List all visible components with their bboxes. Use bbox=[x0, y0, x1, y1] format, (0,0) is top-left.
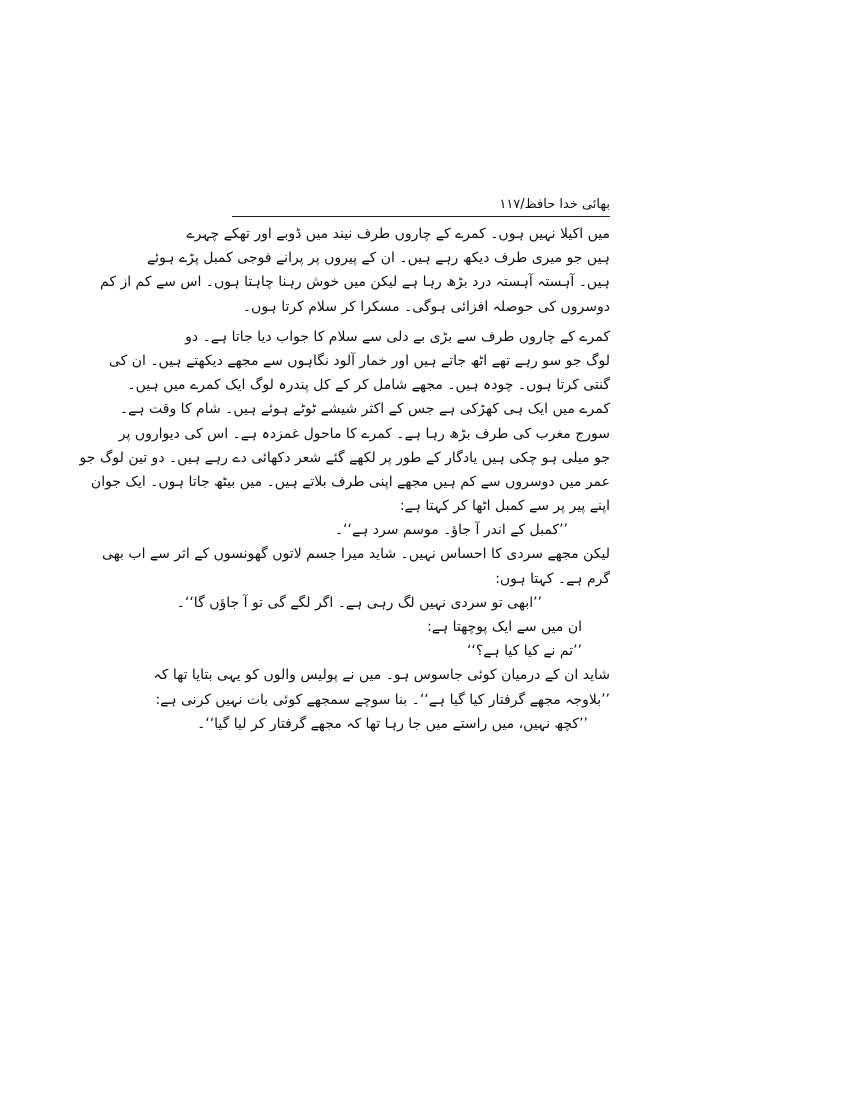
dialogue-line: ’’کچھ نہیں، میں راستے میں جا رہا تھا کہ مجھے گرفتار کر لیا گیا‘‘۔ bbox=[197, 715, 588, 732]
running-header bbox=[232, 194, 610, 216]
text-line: کمرے کے چاروں طرف سے بڑی بے دلی سے سلام کا جواب دیا جاتا ہے۔ دو bbox=[185, 328, 610, 345]
text-line: شاید ان کے درمیان کوئی جاسوس ہو۔ میں نے پولیس والوں کو یہی بتایا تھا کہ bbox=[153, 667, 610, 684]
dialogue-line: ’’کمبل کے اندر آ جاؤ۔ موسم سرد ہے‘‘۔ bbox=[334, 522, 568, 539]
body-text bbox=[79, 222, 610, 736]
text-line: کمرے میں ایک ہی کھڑکی ہے جس کے اکثر شیشے ٹوٹے ہوئے ہیں۔ شام کا وقت ہے۔ bbox=[119, 401, 610, 418]
dialogue-line: ’’تم نے کیا کیا ہے؟‘‘ bbox=[466, 643, 582, 660]
text-line: ان میں سے ایک پوچھتا ہے: bbox=[427, 619, 582, 635]
text-line: جو میلی ہو چکی ہیں یادگار کے طور پر لکھے گئے شعر دکھائی دے رہے ہیں۔ دو تین لوگ جو bbox=[79, 449, 610, 466]
text-line: دوسروں کی حوصلہ افزائی ہوگی۔ مسکرا کر سلام کرتا ہوں۔ bbox=[242, 298, 610, 315]
text-line: اپنے پیر پر سے کمبل اٹھا کر کہتا ہے: bbox=[399, 498, 610, 515]
text-line: ہیں جو میری طرف دیکھ رہے ہیں۔ ان کے پیروں پر پرانے فوجی کمبل پڑے ہوئے bbox=[146, 250, 610, 267]
text-line: ہیں۔ آہستہ آہستہ درد بڑھ رہا ہے لیکن میں خوش رہنا چاہتا ہوں۔ اس سے کم از کم bbox=[100, 274, 610, 291]
text-line: لیکن مجھے سردی کا احساس نہیں۔ شاید میرا جسم لاتوں گھونسوں کے اثر سے اب بھی bbox=[101, 546, 610, 563]
text-line: عمر میں دوسروں سے کم ہیں مجھے اپنی طرف بلاتے ہیں۔ میں بیٹھ جاتا ہوں۔ ایک جوان bbox=[90, 473, 610, 490]
dialogue-line: ’’ابھی تو سردی نہیں لگ رہی ہے۔ اگر لگے گی تو آ جاؤں گا‘‘۔ bbox=[176, 594, 542, 611]
text-line: گنتی کرتا ہوں۔ چودہ ہیں۔ مجھے شامل کر کے کل پندرہ لوگ ایک کمرے میں ہیں۔ bbox=[127, 377, 610, 394]
header-divider bbox=[232, 216, 610, 217]
text-line: لوگ جو سو رہے تھے اٹھ جاتے ہیں اور خمار آلود نگاہوں سے مجھے دیکھتے ہیں۔ ان کی bbox=[108, 352, 610, 369]
text-line: گرم ہے۔ کہتا ہوں: bbox=[495, 570, 610, 587]
running-title: بھائی خدا حافظ/۱۱۷ bbox=[499, 197, 610, 212]
text-line: سورج مغرب کی طرف بڑھ رہا ہے۔ کمرے کا ماحول غمزدہ ہے۔ اس کی دیواروں پر bbox=[118, 425, 610, 442]
text-line: میں اکیلا نہیں ہوں۔ کمرے کے چاروں طرف نیند میں ڈوبے اور تھکے چہرے bbox=[186, 226, 610, 242]
text-line: ’’بلاوجہ مجھے گرفتار کیا گیا ہے‘‘۔ بنا سوچے سمجھے کوئی بات نہیں کرنی ہے: bbox=[155, 691, 610, 708]
